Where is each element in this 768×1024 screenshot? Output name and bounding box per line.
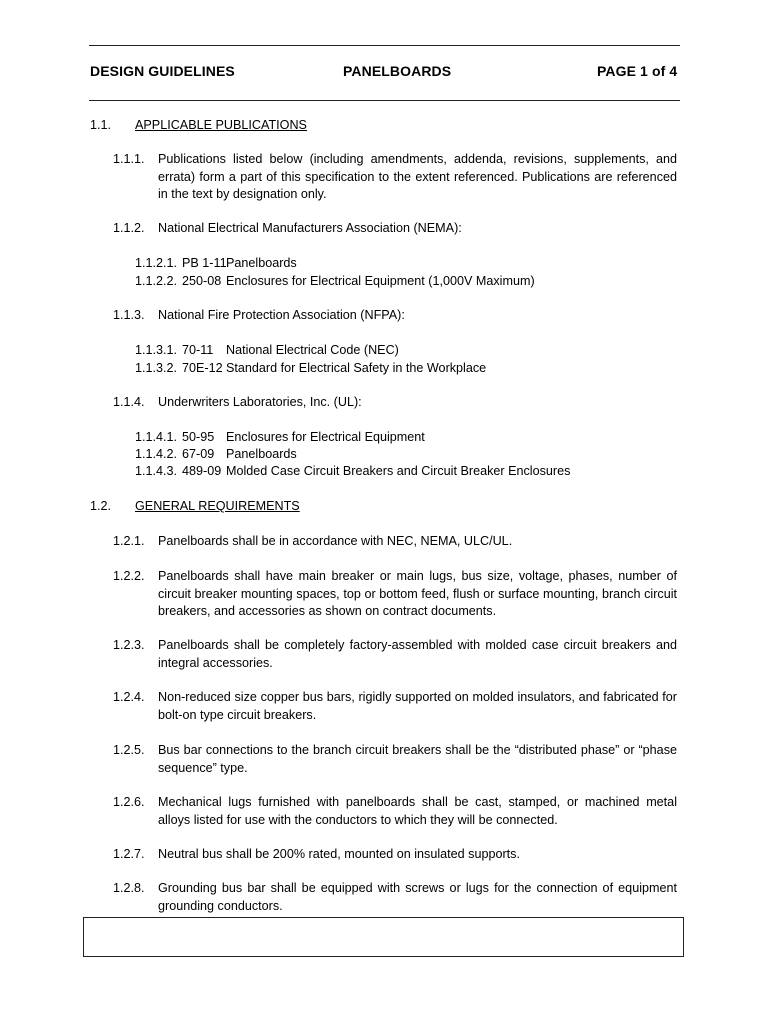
header-bottom-rule — [89, 100, 680, 101]
item-text: National Fire Protection Association (NFPA): — [158, 308, 405, 322]
subitem-desc: Standard for Electrical Safety in the Workplace — [226, 361, 487, 375]
subitem-number: 1.1.3.1. — [135, 343, 178, 357]
item-text: Underwriters Laboratories, Inc. (UL): — [158, 395, 362, 409]
item-text: Neutral bus shall be 200% rated, mounted on insulated supports. — [158, 847, 520, 861]
item-text: Grounding bus bar shall be equipped with screws or lugs for the connection of equipment grounding conductors. — [158, 881, 677, 913]
page-label: PAGE — [597, 63, 637, 79]
subitem-number: 1.1.2.2. — [135, 274, 178, 288]
subitem-number: 1.1.4.2. — [135, 447, 178, 461]
item-number: 1.2.4. — [113, 690, 145, 704]
header-page-number — [597, 63, 677, 79]
subitem-code: PB 1-11 — [182, 256, 227, 270]
subitem-desc: National Electrical Code (NEC) — [226, 343, 399, 357]
page-current: 1 — [640, 63, 648, 79]
footer-box — [83, 917, 684, 957]
item-text: Panelboards shall be completely factory-assembled with molded case circuit breakers and integral accessories. — [158, 638, 677, 670]
item-number: 1.1.4. — [113, 395, 145, 409]
item-text: National Electrical Manufacturers Association (NEMA): — [158, 221, 462, 235]
item-number: 1.2.1. — [113, 534, 145, 548]
subitem-desc: Molded Case Circuit Breakers and Circuit Breaker Enclosures — [226, 464, 571, 478]
item-number: 1.1.2. — [113, 221, 145, 235]
subitem-desc: Enclosures for Electrical Equipment — [226, 430, 425, 444]
subitem-code: 50-95 — [182, 430, 215, 444]
subitem-code: 70E-12 — [182, 361, 223, 375]
item-number: 1.2.5. — [113, 743, 145, 757]
subitem-desc: Enclosures for Electrical Equipment (1,000V Maximum) — [226, 274, 535, 288]
item-number: 1.1.3. — [113, 308, 145, 322]
item-number: 1.2.6. — [113, 795, 145, 809]
subitem-number: 1.1.2.1. — [135, 256, 178, 270]
header-doc-type: DESIGN GUIDELINES — [90, 63, 235, 79]
section-number: 1.2. — [90, 499, 112, 513]
subitem-desc: Panelboards — [226, 447, 297, 461]
subitem-code: 70-11 — [182, 343, 214, 357]
header-top-rule — [89, 45, 680, 46]
subitem-number: 1.1.4.1. — [135, 430, 178, 444]
item-text: Mechanical lugs furnished with panelboards shall be cast, stamped, or machined metal alloys listed for use with the conductors to which they will be connected. — [158, 795, 677, 827]
subitem-number: 1.1.3.2. — [135, 361, 178, 375]
item-text: Panelboards shall be in accordance with NEC, NEMA, ULC/UL. — [158, 534, 513, 548]
subitem-number: 1.1.4.3. — [135, 464, 178, 478]
subitem-code: 489-09 — [182, 464, 222, 478]
subitem-code: 67-09 — [182, 447, 215, 461]
page-of: of — [651, 63, 666, 79]
item-text: Panelboards shall have main breaker or main lugs, bus size, voltage, phases, number of circuit breaker mounting spaces, top or bottom feed, flush or surface mounting, branch circuit breakers, and accessories as shown on contract documents. — [158, 569, 677, 618]
subitem-desc: Panelboards — [226, 256, 297, 270]
subitem-code: 250-08 — [182, 274, 222, 288]
page-total: 4 — [669, 63, 678, 79]
section-heading: APPLICABLE PUBLICATIONS — [135, 118, 307, 132]
item-text: Bus bar connections to the branch circuit breakers shall be the “distributed phase” or “phase sequence” type. — [158, 743, 677, 775]
header-section-title: PANELBOARDS — [343, 63, 452, 79]
section-heading: GENERAL REQUIREMENTS — [135, 499, 300, 513]
item-text: Non-reduced size copper bus bars, rigidly supported on molded insulators, and fabricated for bolt-on type circuit breakers. — [158, 690, 677, 722]
item-number: 1.2.3. — [113, 638, 145, 652]
item-number: 1.2.8. — [113, 881, 145, 895]
item-number: 1.2.7. — [113, 847, 145, 861]
item-text: Publications listed below (including amendments, addenda, revisions, supplements, and errata) form a part of this specification to the extent referenced. Publications are referenced in the text by designation only. — [158, 152, 677, 201]
item-number: 1.2.2. — [113, 569, 145, 583]
item-number: 1.1.1. — [113, 152, 145, 166]
section-number: 1.1. — [90, 118, 112, 132]
